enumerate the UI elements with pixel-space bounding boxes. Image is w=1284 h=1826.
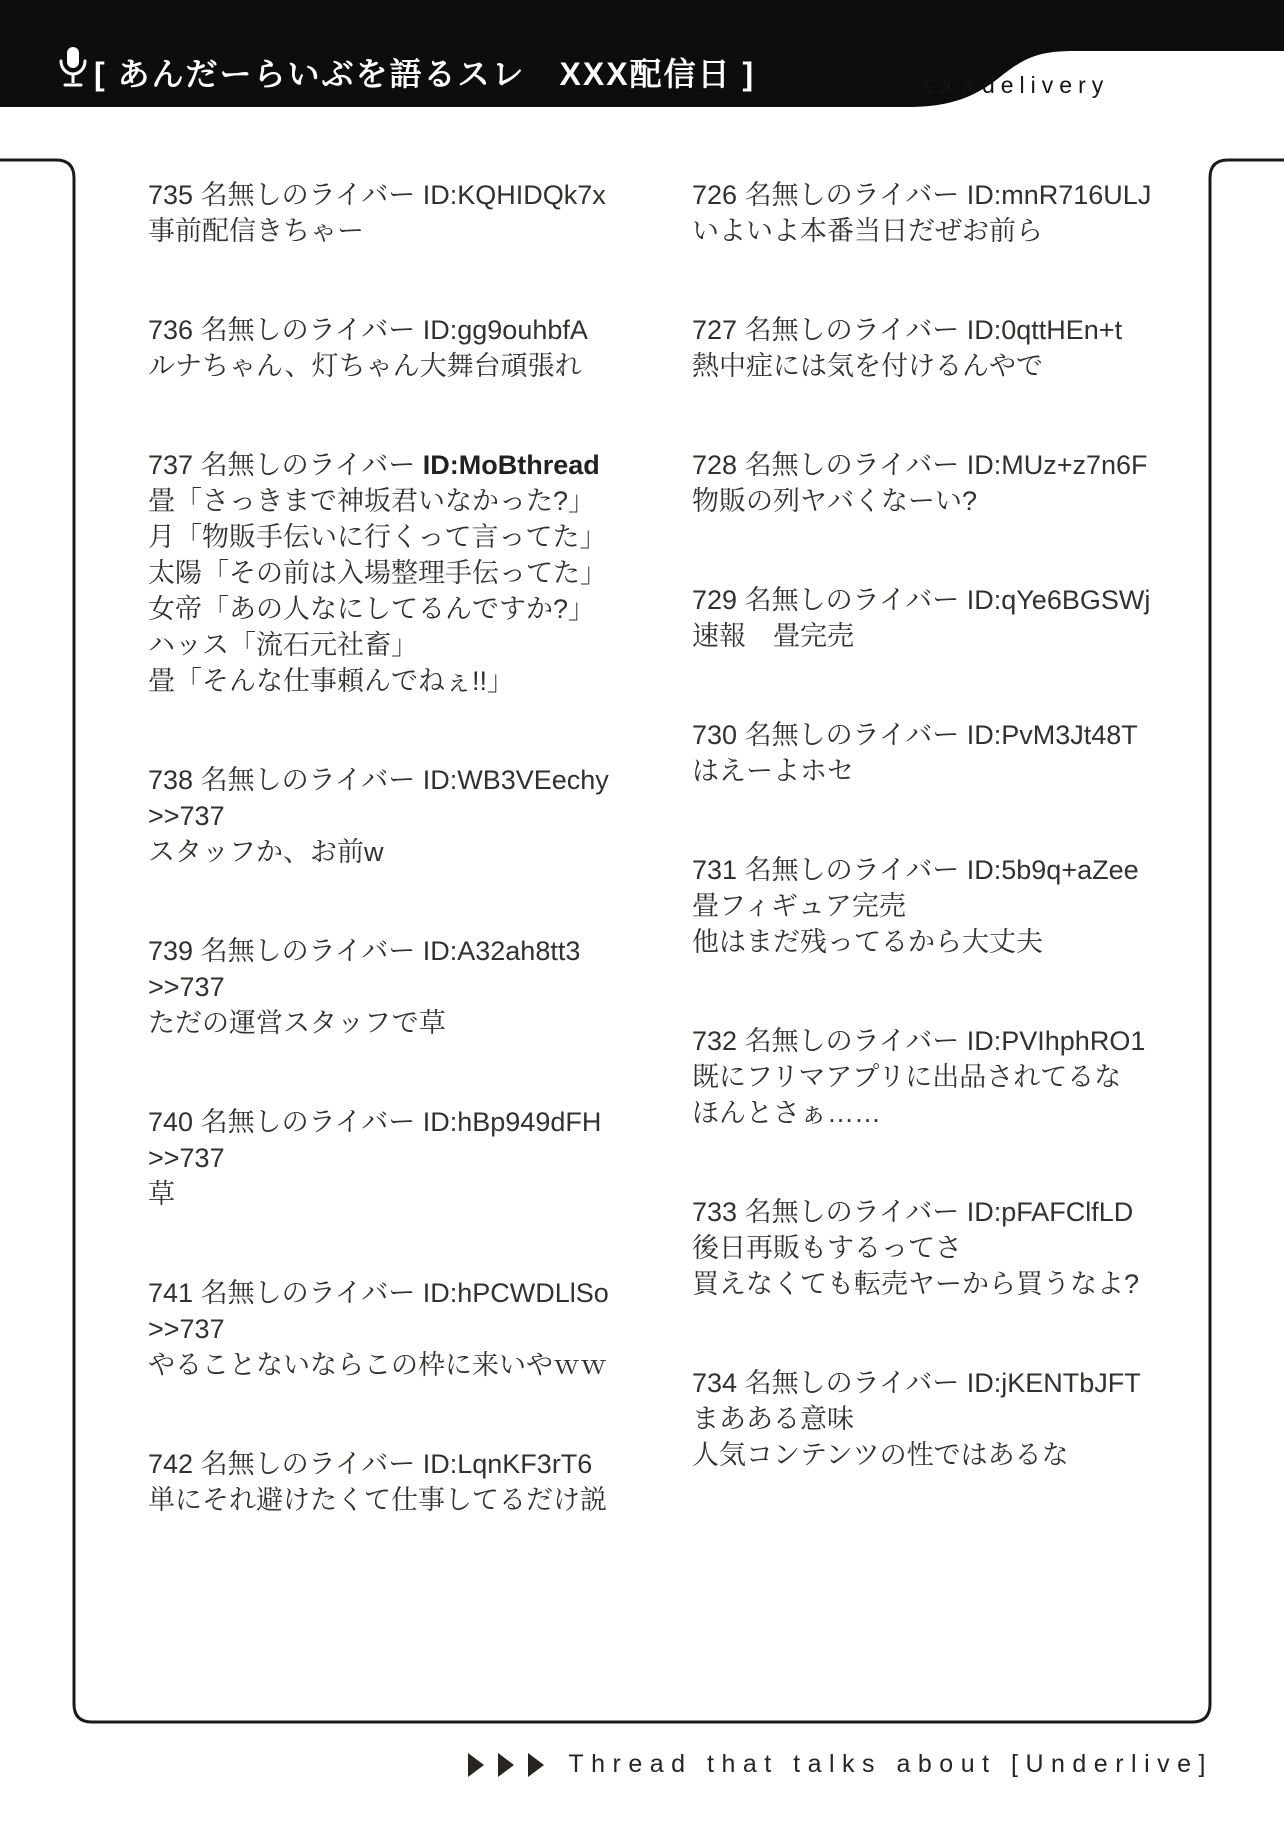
post-anchor-reference: >>737 — [148, 972, 225, 1002]
post-body-text: やることないならこの枠に来いやｗｗ — [148, 1350, 607, 1380]
posts-left — [148, 177, 628, 1581]
post-author-name: 名無しのライバー — [200, 1107, 416, 1137]
post-726 — [692, 177, 1172, 249]
post-id: ID:mnR716ULJ — [966, 180, 1152, 210]
post-number: 730 — [692, 720, 738, 750]
post-id: ID:hBp949dFH — [422, 1107, 602, 1137]
post-header — [692, 852, 1172, 888]
post-735 — [148, 177, 628, 249]
post-header — [692, 1194, 1172, 1230]
post-id: ID:PvM3Jt48T — [966, 720, 1138, 750]
thread-title: [ あんだーらいぶを語るスレ XXX配信日 ] — [94, 56, 756, 92]
post-736 — [148, 312, 628, 384]
post-author-name: 名無しのライバー — [744, 450, 960, 480]
post-number: 735 — [148, 180, 194, 210]
post-body-text: スタッフか、お前w — [148, 837, 384, 867]
post-author-name: 名無しのライバー — [744, 1026, 960, 1056]
post-number: 742 — [148, 1449, 194, 1479]
post-id: ID:hPCWDLlSo — [422, 1278, 609, 1308]
post-727 — [692, 312, 1172, 384]
post-742 — [148, 1446, 628, 1518]
post-anchor-reference: >>737 — [148, 1143, 225, 1173]
post-body-text: 畳フィギュア完売 — [692, 891, 906, 921]
post-body-text: いよいよ本番当日だぜお前ら — [692, 216, 1043, 246]
post-number: 728 — [692, 450, 738, 480]
post-body-text: はえーよホセ — [692, 756, 854, 786]
post-body-text: ただの運営スタッフで草 — [148, 1008, 446, 1038]
post-id: ID:5b9q+aZee — [966, 855, 1139, 885]
post-number: 737 — [148, 450, 194, 480]
post-number: 734 — [692, 1368, 738, 1398]
post-id: ID:WB3VEechy — [422, 765, 609, 795]
post-author-name: 名無しのライバー — [200, 315, 416, 345]
footer-label: Thread that talks about [Underlive] — [568, 1750, 1213, 1778]
post-number: 741 — [148, 1278, 194, 1308]
post-header — [692, 177, 1172, 213]
post-body-text: 事前配信きちゃー — [148, 216, 364, 246]
post-anchor-reference: >>737 — [148, 1314, 225, 1344]
post-body-text: 畳「そんな仕事頼んでねぇ!!」 — [148, 666, 515, 696]
posts-right — [692, 177, 1172, 1536]
post-741 — [148, 1275, 628, 1383]
post-number: 736 — [148, 315, 194, 345]
post-body-text: 速報 畳完売 — [692, 621, 854, 651]
post-body-text: 単にそれ避けたくて仕事してるだけ説 — [148, 1485, 607, 1515]
post-header — [692, 447, 1172, 483]
post-header — [148, 447, 628, 483]
post-body-text: 既にフリマアプリに出品されてるな — [692, 1062, 1122, 1092]
post-author-name: 名無しのライバー — [200, 1278, 416, 1308]
post-id: ID:MoBthread — [422, 450, 600, 480]
post-738 — [148, 762, 628, 870]
post-number: 727 — [692, 315, 738, 345]
post-body-text: まあある意味 — [692, 1404, 854, 1434]
post-id: ID:gg9ouhbfA — [422, 315, 588, 345]
post-id: ID:PVIhphRO1 — [966, 1026, 1146, 1056]
post-number: 732 — [692, 1026, 738, 1056]
post-number: 729 — [692, 585, 738, 615]
post-body-text: 草 — [148, 1179, 175, 1209]
post-number: 733 — [692, 1197, 738, 1227]
post-number: 739 — [148, 936, 194, 966]
post-body-text: ハッス「流石元社畜」 — [148, 630, 418, 660]
footer — [468, 1750, 1213, 1779]
post-author-name: 名無しのライバー — [200, 450, 416, 480]
post-body-text: 女帝「あの人なにしてるんですか?」 — [148, 594, 596, 624]
post-author-name: 名無しのライバー — [744, 315, 960, 345]
post-number: 726 — [692, 180, 738, 210]
post-body-text: ほんとさぁ…… — [692, 1098, 881, 1128]
post-number: 740 — [148, 1107, 194, 1137]
post-body-text: 他はまだ残ってるから大丈夫 — [692, 927, 1043, 957]
post-anchor-reference: >>737 — [148, 801, 225, 831]
delivery-caption: .....XXXdelivery — [856, 72, 1110, 98]
post-header — [692, 582, 1172, 618]
post-number: 738 — [148, 765, 194, 795]
post-header — [692, 312, 1172, 348]
post-header — [148, 762, 628, 798]
post-author-name: 名無しのライバー — [744, 180, 960, 210]
post-author-name: 名無しのライバー — [744, 720, 960, 750]
post-author-name: 名無しのライバー — [744, 1368, 960, 1398]
post-body-text: 熱中症には気を付けるんやで — [692, 351, 1043, 381]
post-body-text: 畳「さっきまで神坂君いなかった?」 — [148, 486, 596, 516]
post-body-text: 後日再販もするってさ — [692, 1233, 962, 1263]
post-732 — [692, 1023, 1172, 1131]
post-header — [148, 933, 628, 969]
post-id: ID:KQHIDQk7x — [422, 180, 606, 210]
post-734 — [692, 1365, 1172, 1473]
post-header — [692, 1365, 1172, 1401]
post-730 — [692, 717, 1172, 789]
post-header — [692, 1023, 1172, 1059]
post-header — [148, 1104, 628, 1140]
post-header — [148, 177, 628, 213]
post-id: ID:MUz+z7n6F — [966, 450, 1148, 480]
post-733 — [692, 1194, 1172, 1302]
post-number: 731 — [692, 855, 738, 885]
post-body-text: ルナちゃん、灯ちゃん大舞台頑張れ — [148, 351, 582, 381]
post-728 — [692, 447, 1172, 519]
post-body-text: 太陽「その前は入場整理手伝ってた」 — [148, 558, 607, 588]
post-739 — [148, 933, 628, 1041]
post-author-name: 名無しのライバー — [200, 765, 416, 795]
post-body-text: 人気コンテンツの性ではあるな — [692, 1440, 1069, 1470]
triple-arrow-icon — [468, 1752, 552, 1778]
post-737 — [148, 447, 628, 699]
post-author-name: 名無しのライバー — [200, 1449, 416, 1479]
post-body-text: 物販の列ヤバくなーい? — [692, 486, 978, 516]
post-740 — [148, 1104, 628, 1212]
post-author-name: 名無しのライバー — [744, 585, 960, 615]
post-body-text: 月「物販手伝いに行くって言ってた」 — [148, 522, 607, 552]
post-author-name: 名無しのライバー — [200, 180, 416, 210]
post-id: ID:jKENTbJFT — [966, 1368, 1141, 1398]
post-731 — [692, 852, 1172, 960]
post-header — [148, 1275, 628, 1311]
post-header — [692, 717, 1172, 753]
post-729 — [692, 582, 1172, 654]
post-author-name: 名無しのライバー — [744, 1197, 960, 1227]
post-header — [148, 312, 628, 348]
post-id: ID:A32ah8tt3 — [422, 936, 581, 966]
post-author-name: 名無しのライバー — [200, 936, 416, 966]
post-body-text: 買えなくても転売ヤーから買うなよ? — [692, 1269, 1140, 1299]
post-id: ID:pFAFClfLD — [966, 1197, 1134, 1227]
post-id: ID:0qttHEn+t — [966, 315, 1123, 345]
post-header — [148, 1446, 628, 1482]
post-id: ID:LqnKF3rT6 — [422, 1449, 593, 1479]
post-id: ID:qYe6BGSWj — [966, 585, 1151, 615]
post-author-name: 名無しのライバー — [744, 855, 960, 885]
